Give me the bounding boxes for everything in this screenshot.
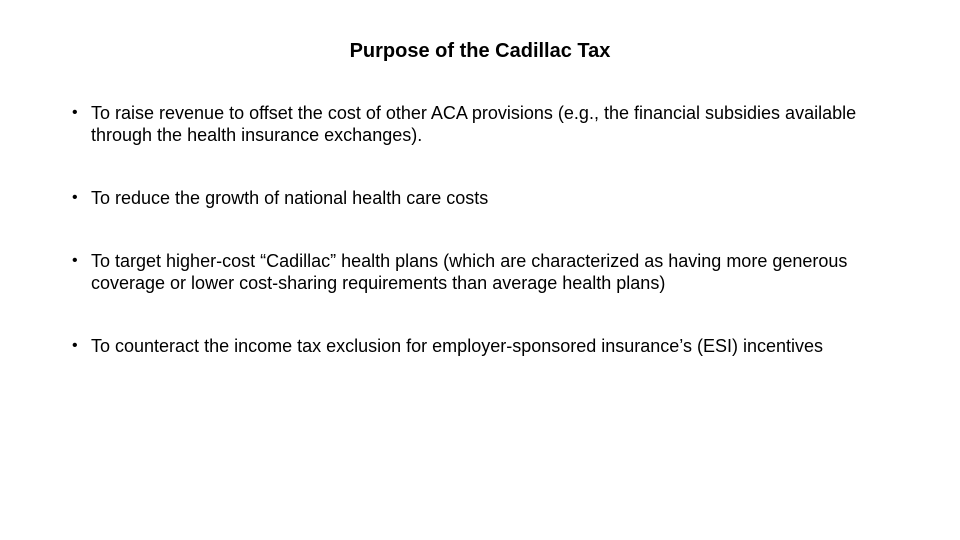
bullet-icon: • [72, 337, 78, 354]
list-item [72, 250, 872, 294]
bullet-text: To counteract the income tax exclusion for employer-sponsored insurance’s (ESI) incentives [91, 336, 824, 356]
list-item [72, 102, 872, 146]
bullet-text: To raise revenue to offset the cost of other ACA provisions (e.g., the financial subsidies available through the health insurance exchanges). [91, 103, 857, 145]
bullet-text: To reduce the growth of national health care costs [91, 188, 489, 208]
bullet-icon: • [72, 104, 78, 121]
bullet-icon: • [72, 189, 78, 206]
bullet-text: To target higher-cost “Cadillac” health plans (which are characterized as having more generous coverage or lower cost-sharing requirements than average health plans) [91, 251, 848, 293]
bullet-icon: • [72, 252, 78, 269]
slide-title: Purpose of the Cadillac Tax [349, 40, 611, 62]
list-item [72, 187, 872, 209]
list-item [72, 335, 872, 357]
